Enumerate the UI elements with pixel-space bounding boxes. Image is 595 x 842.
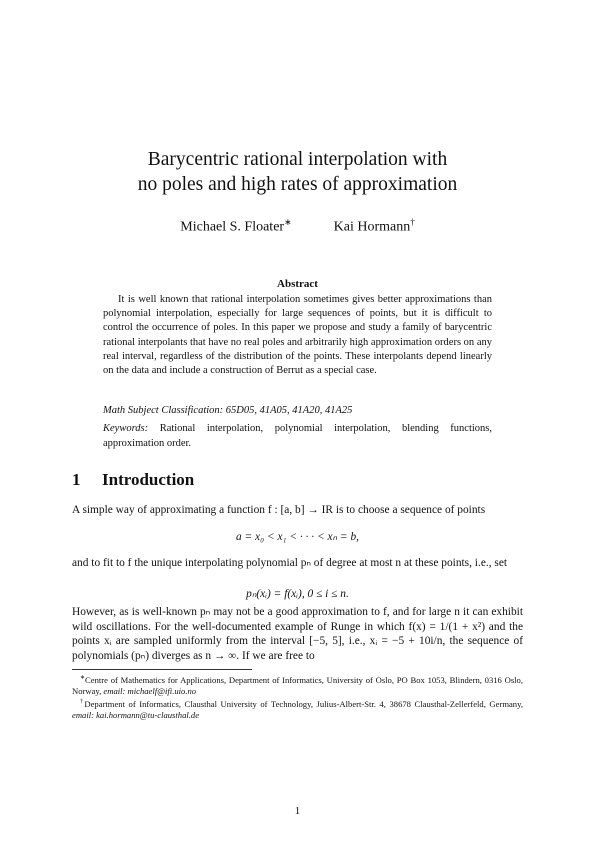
footnote-text: Centre of Mathematics for Applications, Department of Informatics, University of Oslo, PO Box 1053, Blindern, 0316 Oslo, Norway, xyxy=(72,674,523,697)
author-name: Michael S. Floater xyxy=(180,219,285,235)
equation: a = x₀ < x₁ < · · · < xₙ = b, xyxy=(235,531,359,543)
paragraph: and to fit to f the unique interpolating polynomial pₙ of degree at most n at these points, i.e., set xyxy=(72,557,508,569)
author-mark: ∗ xyxy=(284,217,292,227)
abstract-heading: Abstract xyxy=(277,278,318,290)
email-link[interactable]: michaelf@ifi.uio.no xyxy=(125,686,197,697)
section-number: 1 xyxy=(72,470,81,489)
equation: pₙ(xᵢ) = f(xᵢ), 0 ≤ i ≤ n. xyxy=(246,588,349,600)
author-list xyxy=(0,217,595,236)
email-link[interactable]: kai.hormann@tu-clausthal.de xyxy=(93,710,200,721)
author xyxy=(334,217,415,236)
paragraph: However, as is well-known pₙ may not be a good approximation to f, and for large n it can exhibit wild oscillations. For the well-documented example of Runge in which f(x) = 1/(1 + x²) and the points xᵢ are sampled uniformly from the interval [−5, 5], i.e., xᵢ = −5 + 10i/n, the sequence of polynomials (pₙ) diverges as n → ∞. If we are free to xyxy=(72,606,523,662)
paragraph: A simple way of approximating a function f : [a, b] → IR is to choose a sequence of points xyxy=(72,504,486,516)
footnote-rule xyxy=(72,669,252,670)
footnote xyxy=(72,697,523,721)
section-heading xyxy=(72,470,194,490)
paper-title xyxy=(0,147,595,197)
keywords-text: Rational interpolation, polynomial interpolation, blending functions, approximation order. xyxy=(103,423,492,449)
title-line: no poles and high rates of approximation xyxy=(137,174,458,195)
author xyxy=(180,217,291,236)
page-number: 1 xyxy=(294,805,301,817)
title-line: Barycentric rational interpolation with xyxy=(147,149,448,170)
keywords xyxy=(103,422,492,451)
section-title: Introduction xyxy=(102,470,195,489)
math-subject-classification: Math Subject Classification: 65D05, 41A05, 41A20, 41A25 xyxy=(103,405,353,416)
email-label: email: xyxy=(103,686,126,697)
footnote-mark: ∗ xyxy=(80,675,86,681)
author-mark: † xyxy=(410,217,415,227)
footnote-mark: † xyxy=(80,699,85,705)
abstract-text: It is well known that rational interpolation sometimes gives better approximations than polynomial interpolation, especially for large sequences of points, but it is difficult to control the occurrence of poles. In this paper we propose and study a family of barycentric rational interpolants that have no real poles and arbitrarily high approximation orders on any real interval, regardless of the distribution of the points. These interpolants depend linearly on the data and include a construction of Berrut as a special case. xyxy=(103,294,492,377)
email-label: email: xyxy=(72,710,94,721)
footnote xyxy=(72,673,523,697)
keywords-label: Keywords: xyxy=(103,423,149,434)
author-name: Kai Hormann xyxy=(333,219,411,235)
footnote-text: Department of Informatics, Clausthal University of Technology, Julius-Albert-Str. 4, 38678 Clausthal-Zellerfeld, Germany, xyxy=(84,698,523,709)
